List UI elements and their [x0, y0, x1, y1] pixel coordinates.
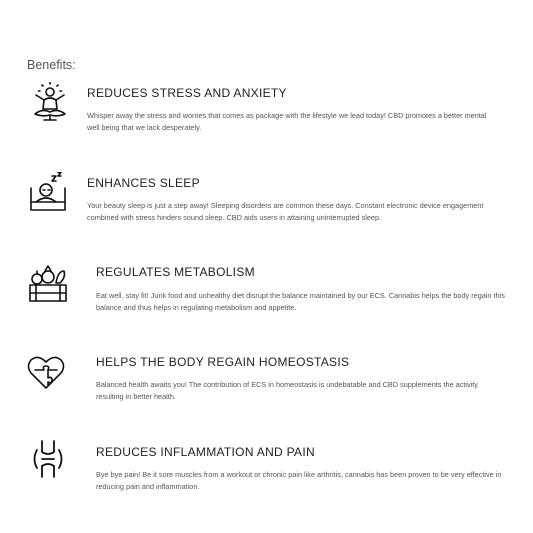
benefit-description: Balanced health awaits you! The contribution of ECS in homeostasis is undebatable and CBD supplements the activity resulting in better health. — [96, 380, 478, 401]
benefit-title: HELPS THE BODY REGAIN HOMEOSTASIS — [96, 355, 350, 369]
benefit-title: ENHANCES SLEEP — [87, 176, 200, 190]
knee-joint-icon — [28, 439, 68, 479]
benefit-description: Bye bye pain! Be it sore muscles from a workout or chronic pain like arthritis, cannabis has been proven to be very effective in reducing pain and inflammation. — [96, 470, 502, 491]
benefit-title: REGULATES METABOLISM — [96, 265, 255, 279]
vegetable-crate-icon — [28, 263, 68, 303]
meditation-icon — [30, 82, 70, 122]
benefit-description: Whisper away the stress and worries that comes as package with the lifestyle we lead today! CBD promotes a better mental well being that we lack desperately. — [87, 111, 487, 132]
heart-puzzle-icon — [26, 352, 66, 392]
benefit-description: Your beauty sleep is just a step away! Sleeping disorders are common these days. Constant electronic device engagement combined with stress hinders sound sleep. CBD aids users in attaining uninterrupted sleep. — [87, 201, 484, 222]
sleeping-person-icon — [28, 172, 68, 212]
benefits-heading: Benefits: — [27, 58, 76, 72]
benefit-description: Eat well, stay fit! Junk food and unhealthy diet disrupt the balance maintained by our ECS. Cannabis helps the body regain this balance and thus helps in regulating metabolism and appetite. — [96, 291, 505, 312]
benefit-title: REDUCES STRESS AND ANXIETY — [87, 86, 287, 100]
benefit-title: REDUCES INFLAMMATION AND PAIN — [96, 445, 315, 459]
